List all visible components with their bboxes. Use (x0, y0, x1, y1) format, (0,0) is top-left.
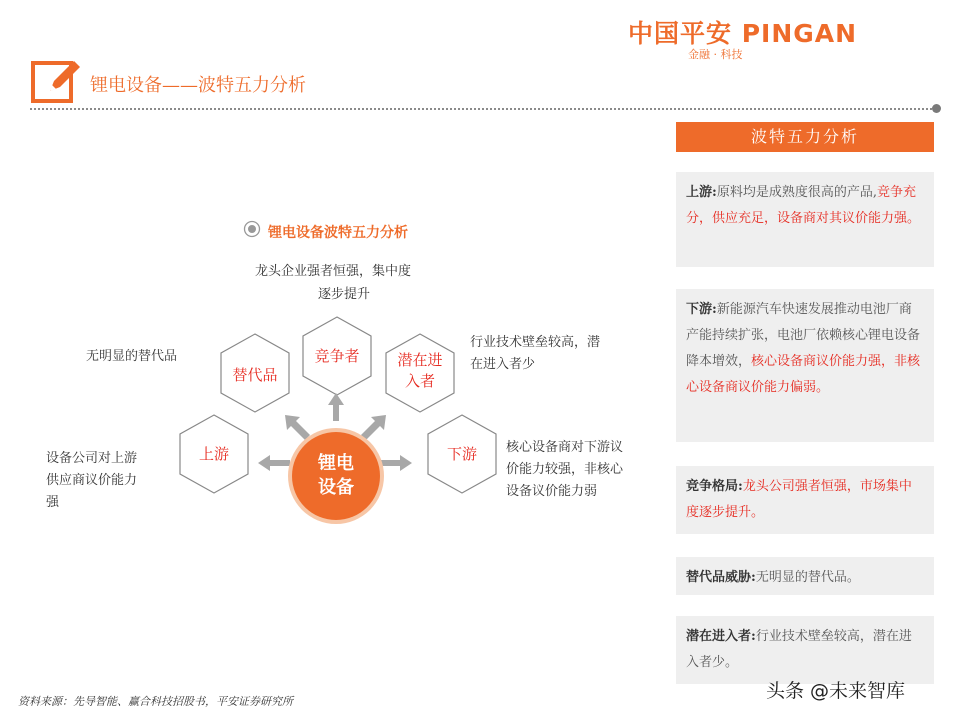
panel-downstream-label: 下游: (686, 302, 717, 317)
panel-downstream (676, 289, 934, 442)
competitor-desc-line1: 龙头企业强者恒强，集中度 (255, 264, 412, 279)
substitute-label: 替代品 (232, 366, 278, 384)
downstream-desc-line3: 设备议价能力弱 (506, 484, 598, 499)
title-divider (30, 108, 936, 110)
watermark: 头条 @未来智库 (766, 680, 906, 702)
panel-competition (676, 466, 934, 534)
panel-competition-red: 龙头公司强者恒强，市场集中度逐步提升。 (686, 479, 912, 520)
panel-downstream-text: 新能源汽车快速发展推动电池厂商产能持续扩张，电池厂依赖核心锂电设备降本增效， (686, 302, 921, 369)
entrant-label-line2: 入者 (404, 372, 435, 390)
upstream-desc-line2: 供应商议价能力 (46, 473, 138, 488)
source-note: 资料来源：先导智能、赢合科技招股书，平安证券研究所 (18, 695, 293, 708)
brand-tagline: 金融 · 科技 (688, 48, 743, 61)
panel-downstream-red: 核心设备商议价能力强，非核心设备商议价能力偏弱。 (686, 354, 921, 395)
arrow-up-icon (328, 393, 344, 421)
panel-entrant (676, 616, 934, 684)
edit-pencil-icon (30, 57, 80, 107)
panel-competition-label: 竞争格局: (686, 479, 743, 494)
upstream-label: 上游 (198, 445, 229, 463)
panel-substitute-label: 替代品威胁: (686, 570, 756, 585)
substitute-desc: 无明显的替代品 (86, 349, 178, 364)
entrant-desc-line2: 在进入者少 (470, 357, 536, 372)
target-bullet-icon (243, 220, 261, 238)
competitor-label: 竞争者 (314, 347, 360, 365)
entrant-label-line1: 潜在进 (397, 351, 443, 369)
arrow-up-left-icon (285, 415, 310, 440)
panel-entrant-text: 行业技术壁垒较高，潜在进入者少。 (686, 629, 912, 670)
panel-upstream (676, 172, 934, 267)
panel-substitute (676, 557, 934, 595)
entrant-desc-line1: 行业技术壁垒较高，潜 (470, 335, 601, 350)
panel-upstream-text: 原料均是成熟度很高的产品, (716, 185, 877, 200)
downstream-label: 下游 (446, 445, 477, 463)
panel-upstream-label: 上游: (686, 185, 717, 200)
downstream-desc-line2: 价能力较强，非核心 (506, 462, 624, 477)
page-title: 锂电设备——波特五力分析 (90, 75, 306, 96)
panel-upstream-red: 竞争充分，供应充足，设备商对其议价能力强。 (686, 185, 921, 226)
panel-entrant-label: 潜在进入者: (686, 629, 756, 644)
upstream-desc-line3: 强 (46, 495, 60, 510)
arrow-left-icon (258, 455, 290, 471)
panel-header: 波特五力分析 (676, 122, 934, 152)
center-label-line2: 设备 (318, 477, 354, 498)
center-label-line1: 锂电 (318, 453, 354, 474)
panel-substitute-text: 无明显的替代品。 (755, 570, 860, 585)
divider-dot (932, 104, 941, 113)
upstream-desc-line1: 设备公司对上游 (46, 451, 138, 466)
diagram-title: 锂电设备波特五力分析 (268, 225, 408, 241)
brand-logo: 中国平安 PINGAN (628, 19, 858, 48)
downstream-desc-line1: 核心设备商对下游议 (506, 440, 624, 455)
competitor-desc-line2: 逐步提升 (318, 287, 371, 302)
arrow-right-icon (380, 455, 412, 471)
arrow-up-right-icon (361, 415, 386, 440)
